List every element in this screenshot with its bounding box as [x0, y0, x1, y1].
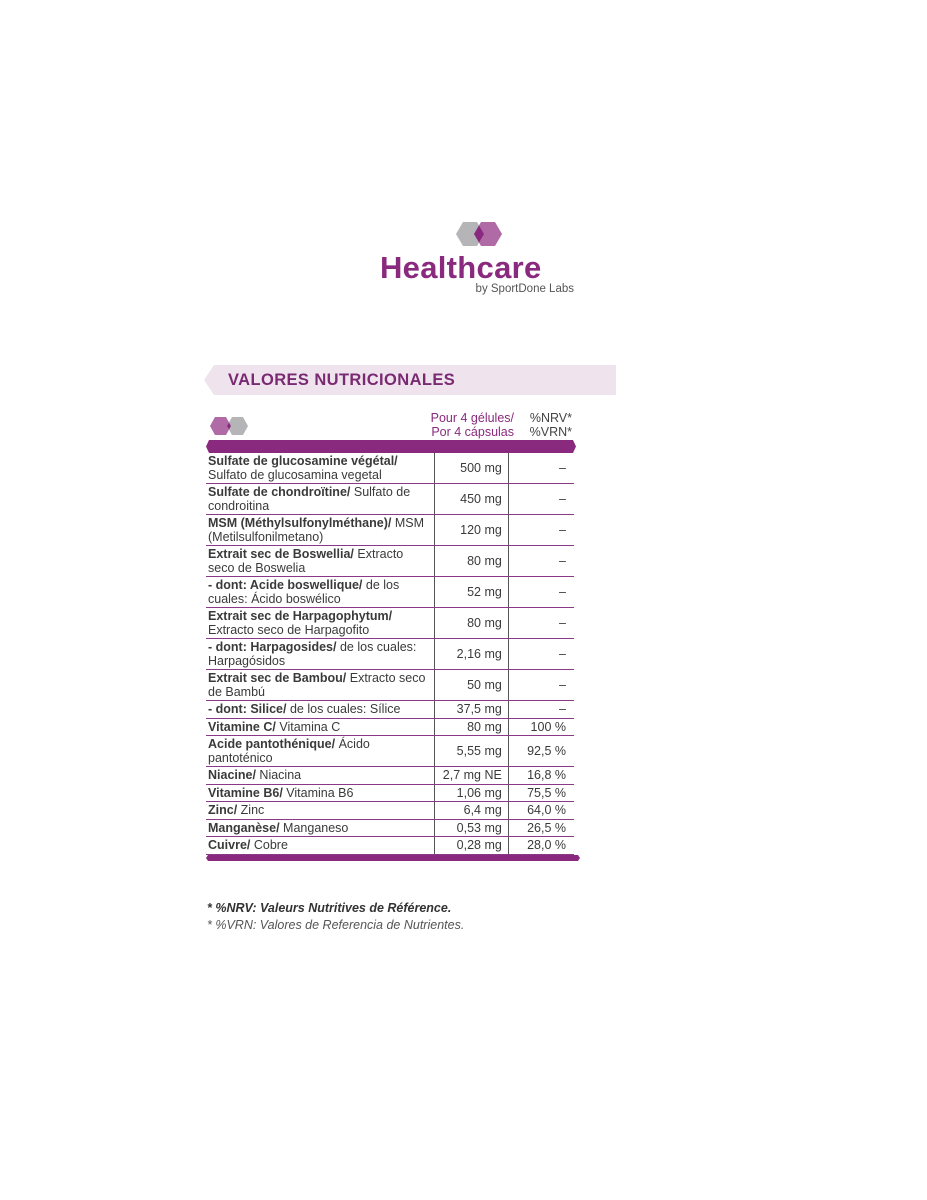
nutrient-amount: 2,16 mg	[434, 639, 508, 670]
nutrient-name	[206, 546, 434, 577]
nutrient-name-es: Zinc	[240, 803, 265, 817]
nutrient-name-es: de los cuales: Ácido boswélico	[208, 578, 400, 606]
brand-logo-icon	[456, 221, 502, 247]
nutrient-nrv: 28,0 %	[508, 837, 574, 855]
nutrient-amount: 52 mg	[434, 577, 508, 608]
nutrient-name-es: Extracto seco de Bambú	[208, 671, 426, 699]
table-row	[206, 718, 574, 736]
section-banner	[204, 365, 616, 395]
table-row	[206, 453, 574, 484]
nutrient-nrv: –	[508, 670, 574, 701]
table-row	[206, 608, 574, 639]
nutrient-name-es: Ácido pantoténico	[208, 737, 370, 765]
table-row	[206, 577, 574, 608]
nutrient-amount: 2,7 mg NE	[434, 767, 508, 785]
nutrient-name-es: Cobre	[253, 838, 288, 852]
nutrient-nrv: –	[508, 453, 574, 484]
nutrient-amount: 0,53 mg	[434, 819, 508, 837]
footnotes	[207, 900, 464, 934]
brand-name: Healthcare	[380, 250, 542, 285]
table-row	[206, 802, 574, 820]
nutrient-nrv: 100 %	[508, 718, 574, 736]
table-top-bar	[206, 440, 580, 453]
nutrient-name-fr: Niacine/	[208, 768, 256, 782]
nutrient-name-fr: Cuivre/	[208, 838, 251, 852]
table-row	[206, 837, 574, 855]
nutrient-name-es: Vitamina C	[279, 719, 341, 734]
footnote-es: * %VRN: Valores de Referencia de Nutrientes.	[207, 918, 465, 932]
nutrient-name	[206, 639, 434, 670]
nutrient-name-es: MSM (Metilsulfonilmetano)	[208, 516, 424, 544]
header-vrn-es: %VRN*	[529, 425, 572, 439]
nutrient-amount: 50 mg	[434, 670, 508, 701]
table-row	[206, 546, 574, 577]
nutrient-nrv: –	[508, 639, 574, 670]
nutrient-name-fr: - dont: Harpagosides/	[208, 640, 337, 654]
nutrient-name-es: Vitamina B6	[286, 785, 354, 800]
nutrient-name-es: Extracto seco de Harpagofito	[208, 622, 370, 637]
table-row	[206, 767, 574, 785]
nutrient-name-fr: Manganèse/	[208, 820, 280, 835]
nutrition-table	[206, 408, 580, 861]
nutrient-name-es: Extracto seco de Boswelia	[208, 547, 404, 575]
nutrient-name	[206, 608, 434, 639]
nutrient-name-fr: Zinc/	[208, 803, 238, 817]
nutrient-nrv: –	[508, 484, 574, 515]
nutrient-name	[206, 802, 434, 820]
table-row	[206, 784, 574, 802]
header-quantity	[431, 411, 514, 439]
nutrient-name	[206, 837, 434, 855]
nutrient-amount: 80 mg	[434, 608, 508, 639]
nutrient-name	[206, 767, 434, 785]
header-quantity-es: Por 4 cápsulas	[431, 425, 514, 439]
nutrient-name	[206, 577, 434, 608]
nutrition-rows	[206, 453, 574, 855]
nutrient-name-fr: Vitamine C/	[208, 719, 276, 734]
nutrient-name-fr: - dont: Acide boswellique/	[208, 578, 363, 592]
nutrient-amount: 5,55 mg	[434, 736, 508, 767]
nutrient-name-es: Sulfato de glucosamina vegetal	[208, 467, 382, 482]
nutrient-nrv: –	[508, 701, 574, 719]
nutrient-nrv: –	[508, 608, 574, 639]
nutrient-nrv: –	[508, 515, 574, 546]
nutrient-name	[206, 718, 434, 736]
nutrient-name-es: Manganeso	[283, 820, 349, 835]
nutrient-name-fr: Extrait sec de Bambou/	[208, 671, 347, 685]
hexagon-mark-icon	[210, 416, 250, 436]
nutrient-name-fr: Extrait sec de Harpagophytum/	[208, 609, 393, 623]
table-row	[206, 484, 574, 515]
header-quantity-fr: Pour 4 gélules/	[430, 411, 514, 425]
table-header	[206, 408, 580, 438]
footnote-fr: * %NRV: Valeurs Nutritives de Référence.	[207, 901, 452, 915]
table-row	[206, 819, 574, 837]
nutrient-name-fr: MSM (Méthylsulfonylméthane)/	[208, 516, 392, 530]
table-bottom-bar	[206, 855, 580, 861]
nutrient-amount: 80 mg	[434, 718, 508, 736]
table-row	[206, 639, 574, 670]
nutrient-name	[206, 784, 434, 802]
nutrient-name-fr: Extrait sec de Boswellia/	[208, 547, 354, 561]
table-row	[206, 701, 574, 719]
nutrient-name	[206, 736, 434, 767]
nutrient-name-es: de los cuales: Harpagósidos	[208, 640, 417, 668]
section-title: VALORES NUTRICIONALES	[228, 371, 456, 389]
nutrient-amount: 450 mg	[434, 484, 508, 515]
nutrient-amount: 1,06 mg	[434, 784, 508, 802]
table-row	[206, 670, 574, 701]
nutrient-name-es: Niacina	[259, 768, 302, 782]
nutrient-amount: 37,5 mg	[434, 701, 508, 719]
nutrient-amount: 500 mg	[434, 453, 508, 484]
nutrient-amount: 120 mg	[434, 515, 508, 546]
nutrient-name-fr: Acide pantothénique/	[208, 737, 336, 751]
nutrient-amount: 0,28 mg	[434, 837, 508, 855]
nutrient-nrv: 16,8 %	[508, 767, 574, 785]
nutrient-name-es: de los cuales: Sílice	[289, 702, 401, 716]
nutrient-amount: 80 mg	[434, 546, 508, 577]
nutrient-amount: 6,4 mg	[434, 802, 508, 820]
nutrient-nrv: 92,5 %	[508, 736, 574, 767]
nutrient-nrv: –	[508, 577, 574, 608]
nutrient-name-fr: - dont: Silice/	[208, 702, 287, 716]
table-row	[206, 515, 574, 546]
nutrient-name-fr: Sulfate de glucosamine végétal/	[208, 454, 398, 468]
nutrient-name-fr: Sulfate de chondroïtine/	[208, 485, 351, 499]
header-nrv	[530, 411, 572, 439]
nutrient-name	[206, 701, 434, 719]
nutrient-name	[206, 819, 434, 837]
nutrient-name	[206, 453, 434, 484]
nutrient-nrv: 64,0 %	[508, 802, 574, 820]
table-row	[206, 736, 574, 767]
nutrient-name-fr: Vitamine B6/	[208, 785, 283, 800]
header-nrv-fr: %NRV*	[529, 411, 572, 425]
nutrient-name	[206, 670, 434, 701]
nutrient-name-es: Sulfato de condroitina	[208, 485, 411, 513]
nutrient-nrv: –	[508, 546, 574, 577]
nutrient-name	[206, 484, 434, 515]
nutrient-name	[206, 515, 434, 546]
nutrient-nrv: 26,5 %	[508, 819, 574, 837]
brand-subtitle: by SportDone Labs	[475, 283, 574, 295]
nutrient-nrv: 75,5 %	[508, 784, 574, 802]
